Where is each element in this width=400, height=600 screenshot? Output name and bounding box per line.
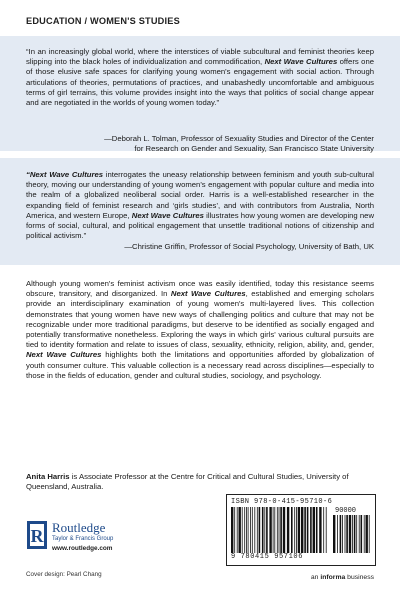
informa-footer — [311, 574, 374, 581]
barcode-bar — [234, 507, 235, 553]
barcode-bar — [287, 507, 289, 553]
barcode-bar — [296, 507, 297, 553]
barcode-addon-bars — [333, 515, 371, 553]
desc-title-1: Next Wave Cultures — [170, 289, 246, 299]
barcode-bar — [239, 507, 241, 553]
quote-2-attribution: —Christine Griffin, Professor of Social Psychology, University of Bath, UK — [124, 242, 374, 251]
desc-part-2: , established and emerging scholars provide an interdisciplinary examination of young women's multi-layered lives. This collection demonstrates that young women have new ways of challenging politics and culture that may not be recognizable under more traditional paradigms, but deserve to be identified as socially engaged and potentially transformative nonetheless. Exploring the ways in which girls' various cultural pursuits are tied to identity formation and relate to issues of class, sexuality, ethnicity, religion, ability, and, gender, — [26, 289, 375, 350]
barcode-bar — [254, 507, 255, 553]
quote-2-title-2: Next Wave Cultures — [131, 210, 204, 220]
barcode-bar — [352, 515, 353, 553]
isbn-label: ISBN 978-0-415-95710-6 — [231, 498, 333, 506]
barcode-bar — [274, 507, 275, 553]
barcode-bar — [310, 507, 312, 553]
footer-brand: informa — [320, 574, 346, 581]
barcode-bar — [246, 507, 247, 553]
barcode-bar — [349, 515, 351, 553]
desc-part-1: Although young women's feminist activism once was easily identified, today this resistance seems obscure, transitory, and disorganized. In — [26, 279, 374, 299]
publisher-group: Taylor & Francis Group — [52, 536, 114, 542]
barcode-bar — [237, 507, 238, 553]
barcode-bar — [346, 515, 348, 553]
barcode-addon-number: 90000 — [335, 507, 357, 515]
barcode-bar — [340, 515, 342, 553]
quote-2-part-1: interrogates the uneasy relationship between feminism and youth sub-cultural theory, moving our understanding of young women's engagement with popular culture and media into the realm of a globalized neoliberal social order. Harris is a well-established researcher in the expanding field of feminist research and ‘girls studies’, and with contributors from Australia, North America, and western Europe, — [26, 170, 375, 220]
quote-1-text — [26, 47, 374, 108]
svg-text:R: R — [30, 526, 44, 546]
footer-prefix: an — [310, 574, 321, 581]
barcode-bar — [333, 515, 335, 553]
publisher-name: Routledge — [52, 520, 106, 535]
barcode-bar — [280, 507, 282, 553]
barcode-bar — [369, 515, 370, 553]
barcode-bar — [291, 507, 293, 553]
author-bio — [26, 472, 374, 492]
barcode-bar — [342, 515, 343, 553]
barcode-bar — [231, 507, 233, 553]
publisher-logo — [26, 518, 146, 554]
isbn-barcode — [226, 494, 376, 566]
cover-design-credit: Cover design: Pearl Chang — [26, 571, 102, 578]
barcode-bar — [316, 507, 318, 553]
barcode-bar — [345, 515, 346, 553]
quote-1-title: Next Wave Cultures — [264, 57, 338, 67]
barcode-bar — [294, 507, 295, 553]
barcode-bar — [366, 515, 368, 553]
barcode-bars — [231, 507, 327, 553]
desc-title-2: Next Wave Cultures — [26, 350, 102, 360]
barcode-bar — [323, 507, 324, 553]
footer-suffix: business — [345, 574, 374, 581]
quote-1-post: offers one of those elusive safe spaces for clarifying young women's engagement with social action. Through articulations of theories, permutations of practices, and unabashedly uncomfortable and ambiguous terms of girl terrains, this volume provides insight into the ways that politics of social change appear and are negotiated in the worlds of young women today.” — [26, 57, 374, 108]
barcode-bar — [337, 515, 338, 553]
quote-2-title-1: “Next Wave Cultures — [26, 170, 104, 179]
barcode-bar — [262, 507, 264, 553]
barcode-bar — [301, 507, 303, 553]
publisher-url: www.routledge.com — [52, 545, 113, 552]
barcode-bar — [248, 507, 249, 553]
author-name: Anita Harris — [26, 472, 70, 481]
barcode-bar — [326, 507, 327, 553]
barcode-bar — [304, 507, 306, 553]
quote-2-part-2: illustrates how young women are developing new forms of social, cultural, and political engagement that unsettle traditional notions of citizenship and political activism.” — [26, 210, 374, 241]
barcode-bar — [264, 507, 265, 553]
barcode-bar — [313, 507, 315, 553]
barcode-bar — [356, 515, 357, 553]
barcode-bar — [242, 507, 243, 553]
routledge-logo-icon — [26, 520, 48, 550]
barcode-bar — [361, 515, 363, 553]
barcode-bar — [283, 507, 285, 553]
barcode-bar — [273, 507, 274, 553]
barcode-bar — [298, 507, 300, 553]
quote-1-pre: “In an increasingly global world, where the interstices of viable subcultural and feminist theories keep slipping into the black holes of individualization and commodification, — [26, 47, 374, 67]
barcode-bar — [244, 507, 245, 553]
quote-1-attribution-line2: for Research on Gender and Sexuality, San Francisco State University — [134, 144, 374, 153]
barcode-bar — [266, 507, 268, 553]
barcode-bar — [269, 507, 271, 553]
barcode-bar — [319, 507, 321, 553]
barcode-bar — [259, 507, 261, 553]
barcode-bar — [364, 515, 365, 553]
barcode-bar — [307, 507, 309, 553]
barcode-bar — [252, 507, 253, 553]
book-description — [26, 279, 374, 381]
desc-part-3: highlights both the limitations and opportunities afforded by globalization of youth consumer culture. This valuable collection is a necessary read across disciplines—especially to those in the fields of education, gender and cultural studies, sociology, and psychology. — [26, 350, 374, 380]
barcode-digits: 9 780415 957106 — [231, 553, 304, 561]
barcode-bar — [257, 507, 258, 553]
barcode-bar — [277, 507, 278, 553]
barcode-bar — [250, 507, 251, 553]
author-bio-text: is Associate Professor at the Centre for Critical and Cultural Studies, University of Queensland, Australia. — [26, 472, 349, 492]
quote-1-attribution-line1: —Deborah L. Tolman, Professor of Sexuality Studies and Director of the Center — [104, 134, 374, 143]
category-heading: EDUCATION / WOMEN'S STUDIES — [26, 16, 180, 26]
barcode-bar — [354, 515, 356, 553]
barcode-bar — [279, 507, 280, 553]
quote-2-text — [26, 170, 374, 241]
barcode-bar — [359, 515, 360, 553]
